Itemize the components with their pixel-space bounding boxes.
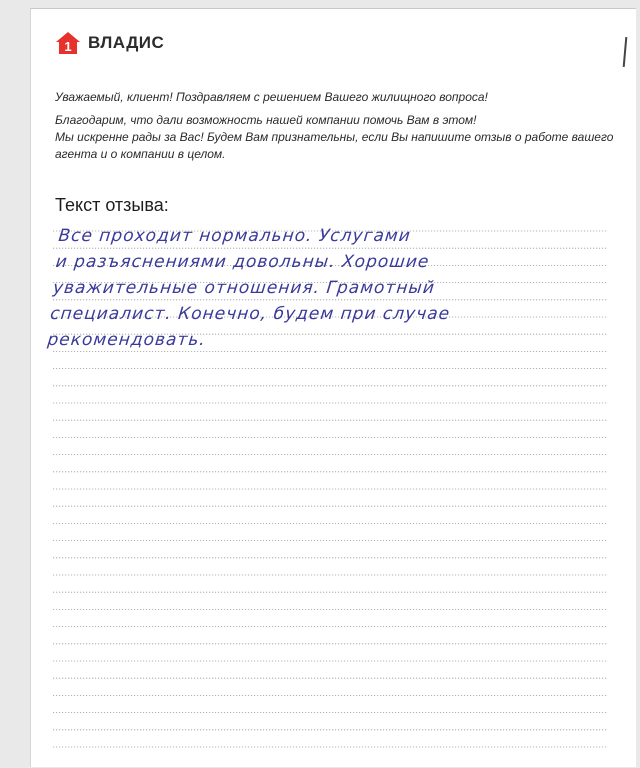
greeting: Уважаемый, клиент! Поздравляем с решением Вашего жилищного вопроса! [55, 90, 488, 104]
handwritten-review [46, 223, 620, 353]
thanks-line: Благодарим, что дали возможность нашей компании помочь Вам в этом! [55, 113, 477, 127]
review-line: рекомендовать. [46, 330, 207, 350]
review-form-sheet [30, 8, 636, 767]
review-line: и разъяснениями довольны. Хорошие [54, 252, 431, 272]
brand-name: ВЛАДИС [88, 33, 165, 52]
request-line: Мы искренне рады за Вас! Будем Вам признательны, если Вы напишите отзыв о работе вашего агента и о компании в целом. [55, 130, 614, 161]
review-line: специалист. Конечно, будем при случае [49, 304, 452, 324]
review-line: Все проходит нормально. Услугами [57, 226, 412, 246]
review-line: уважительные отношения. Грамотный [51, 278, 436, 298]
badge-digit: 1 [64, 39, 72, 54]
review-heading: Текст отзыва: [55, 195, 169, 215]
pen-mark [623, 37, 628, 67]
ruled-lines [53, 9, 613, 767]
